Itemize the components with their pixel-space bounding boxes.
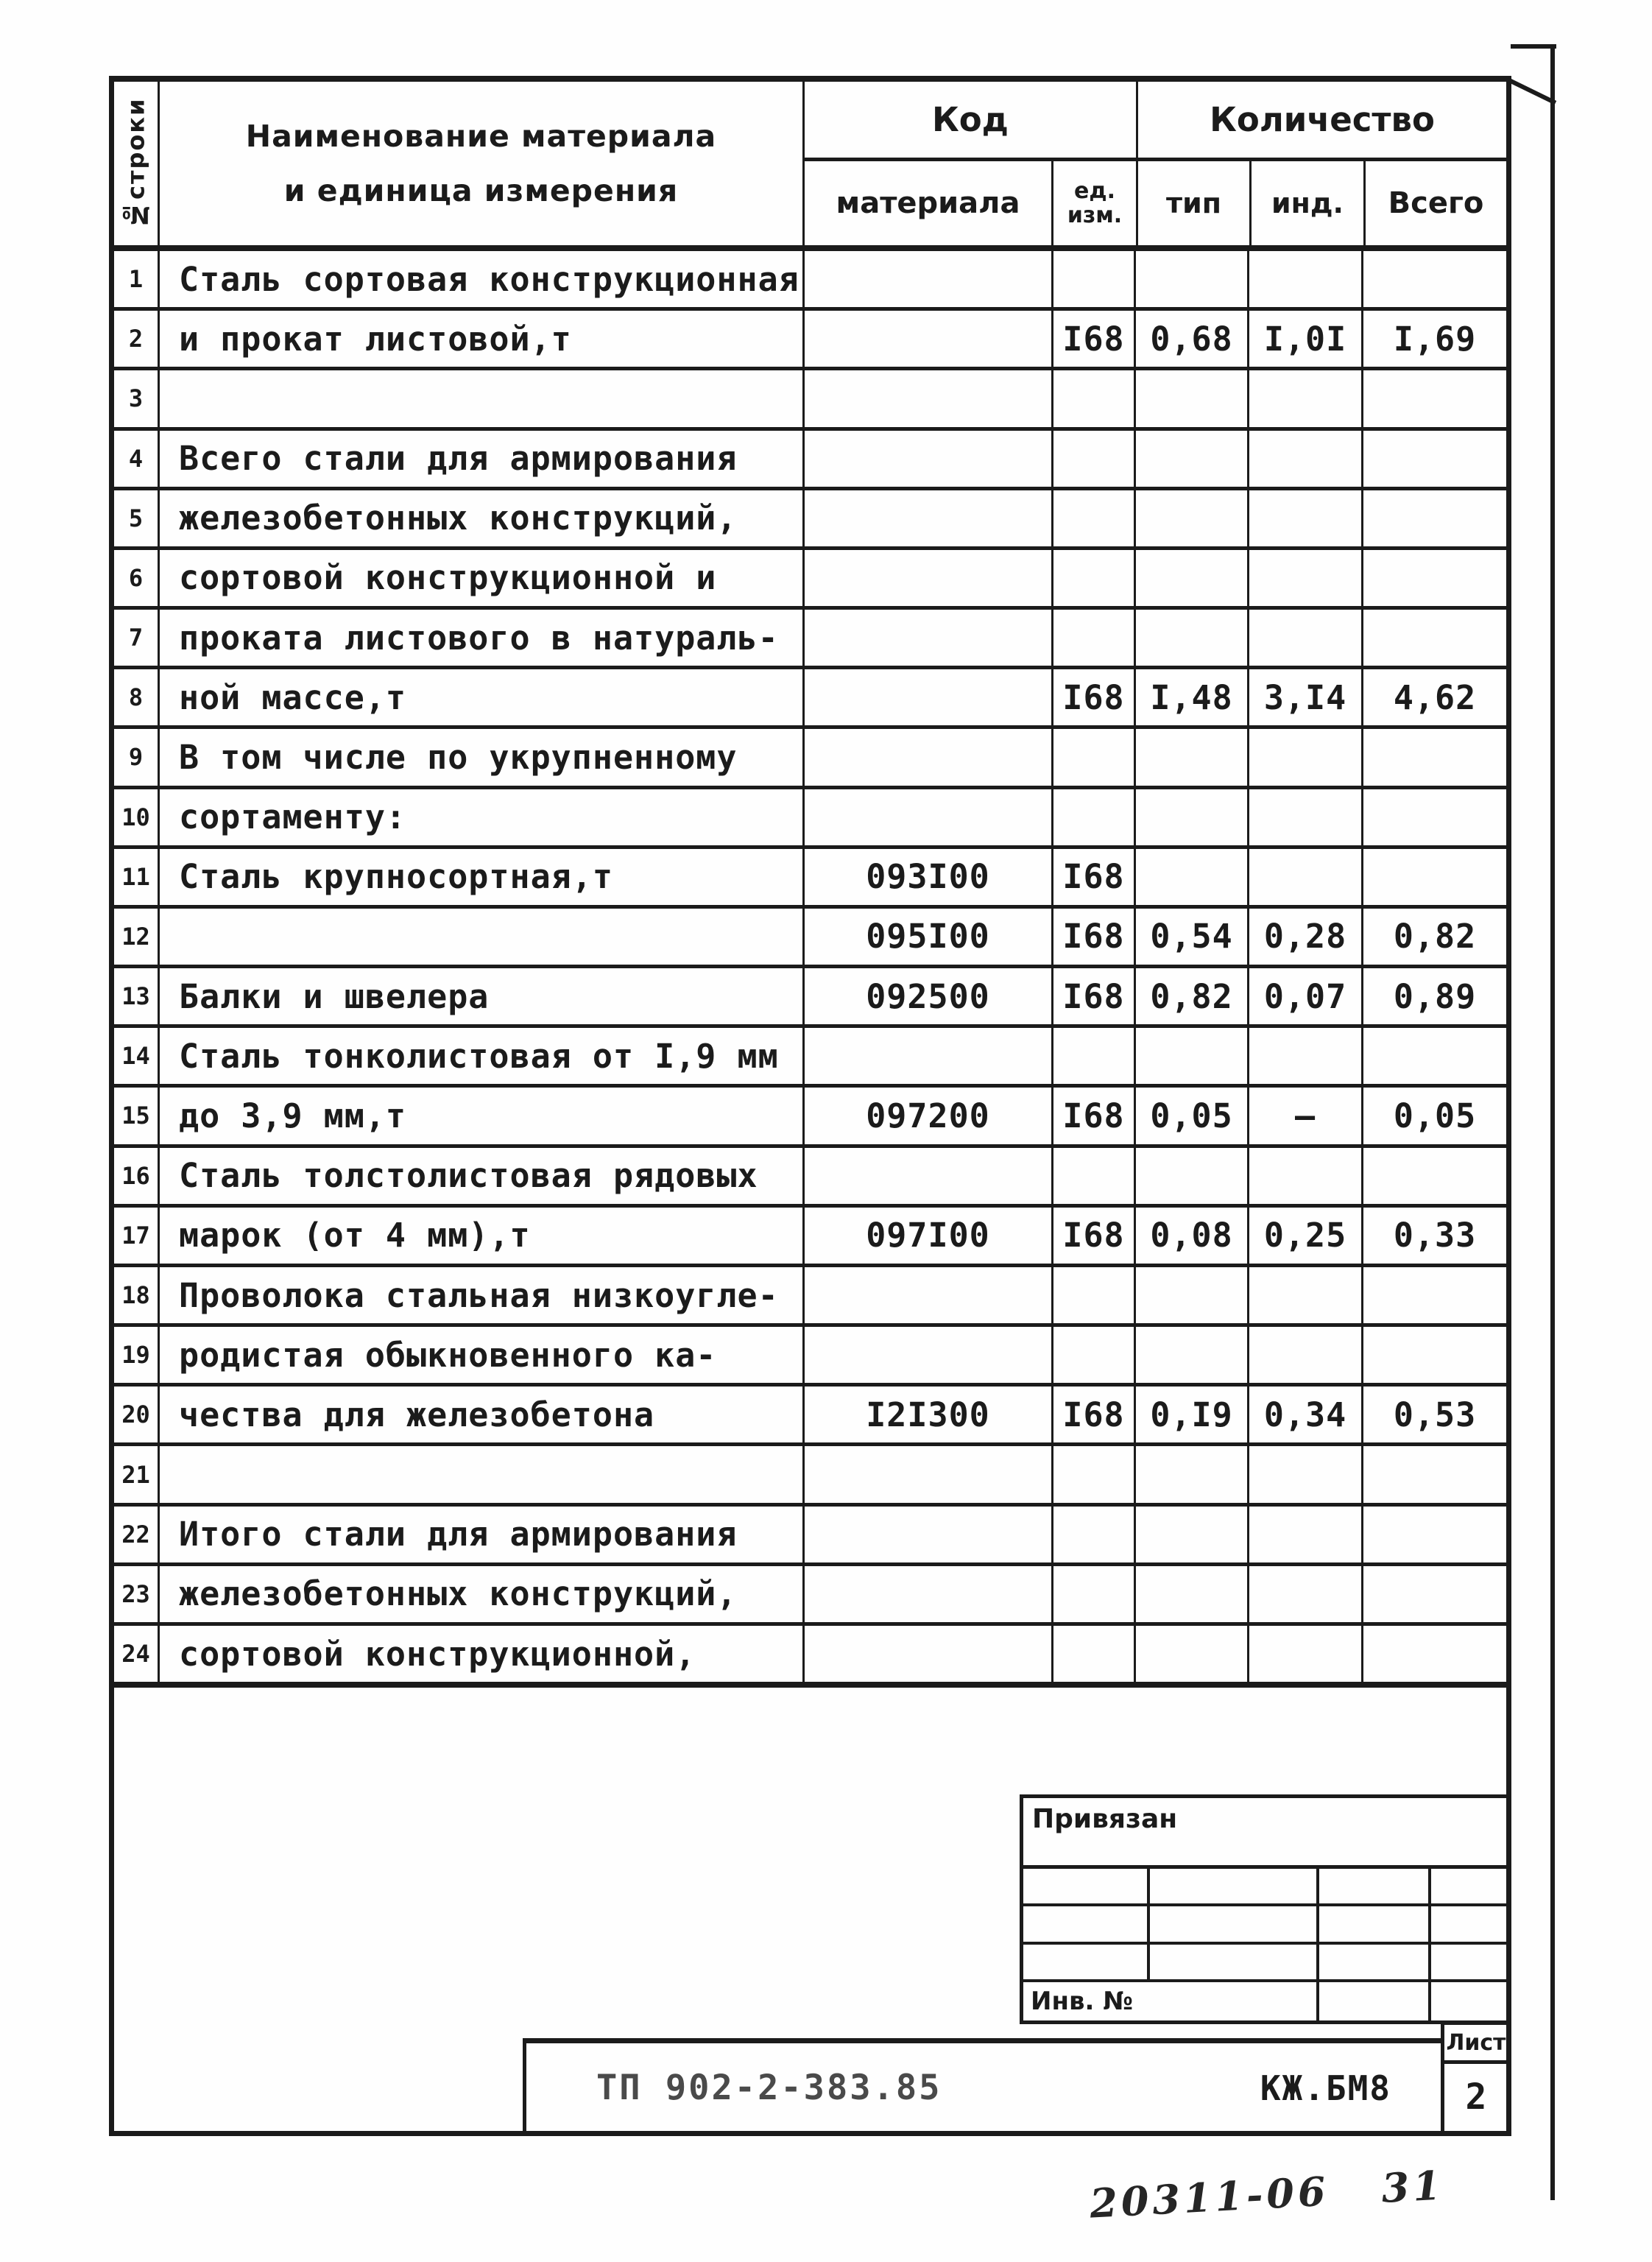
stamp-grid-row [1023,1945,1508,1982]
unit-code-cell: I68 [1053,849,1136,905]
row-number-column-label: №строки [121,97,150,230]
stamp-grid-cell [1319,1906,1431,1941]
unit-code-cell: I68 [1053,311,1136,367]
quantity-ind-cell: 0,25 [1249,1208,1363,1264]
unit-label-line1: ед. [1074,178,1115,204]
quantity-total-label: Всего [1388,186,1484,220]
unit-code-cell [1053,1507,1136,1562]
stamp-grid-cell [1150,1869,1319,1903]
material-code-cell [805,1327,1053,1383]
table-row [114,1566,1506,1626]
quantity-ind-cell [1249,1566,1363,1622]
material-code-cell [805,1028,1053,1084]
material-name-cell: Сталь крупносортная,т [160,849,805,905]
row-number-cell: 6 [114,550,160,606]
stamp-grid-cell [1023,1906,1150,1941]
quantity-total-cell: 0,53 [1393,1395,1477,1434]
unit-code-cell [1053,370,1136,426]
table-row [114,370,1506,430]
unit-code-cell [1053,789,1136,845]
quantity-total-cell [1363,1327,1506,1383]
unit-code-cell [1053,251,1136,307]
quantity-total-cell [1363,1566,1506,1622]
page-frame-line [1550,44,1555,2200]
handwritten-number: 20311-06 31 [1088,2161,1446,2227]
quantity-total-cell [1363,610,1506,666]
quantity-total-cell [1363,1267,1506,1323]
material-name-cell: железобетонных конструкций, [160,490,805,546]
stamp-block [1020,1794,1511,2024]
quantity-tip-cell: 0,82 [1136,968,1249,1024]
material-code-cell [805,789,1053,845]
quantity-ind-cell [1249,729,1363,785]
table-row [114,1208,1506,1267]
material-code-cell [805,729,1053,785]
unit-code-cell [1053,1267,1136,1323]
frame-top-stub [1511,44,1556,49]
table-row [114,550,1506,610]
row-number-cell: 17 [114,1208,160,1264]
stamp-grid [1023,1869,1508,1982]
quantity-total-cell [1363,1446,1506,1502]
quantity-tip-cell [1136,789,1249,845]
material-name-cell: до 3,9 мм,т [160,1088,805,1144]
quantity-total-cell [1363,490,1506,546]
stamp-grid-cell [1023,1869,1150,1903]
material-code-cell [805,490,1053,546]
table-row [114,968,1506,1028]
table-row [114,789,1506,849]
material-code-cell [805,669,1053,725]
table-row [114,1387,1506,1446]
code-material-label: материала [805,161,1053,245]
material-name-cell: Сталь толстолистовая рядовых [160,1148,805,1204]
inventory-number-row [1023,1982,1508,2020]
material-name-cell: сортовой конструкционной и [160,550,805,606]
unit-code-cell [1053,490,1136,546]
unit-code-cell: I68 [1053,968,1136,1024]
row-number-cell: 24 [114,1626,160,1682]
quantity-tip-cell: I,48 [1136,669,1249,725]
material-name-cell: сортовой конструкционной, [160,1626,805,1682]
row-number-cell: 8 [114,669,160,725]
stamp-grid-cell [1150,1945,1319,1979]
quantity-ind-cell: 0,07 [1249,968,1363,1024]
material-code-cell [805,1267,1053,1323]
sheet-label-cell: Лист [1441,2021,1511,2064]
quantity-group-label: Количество [1138,82,1506,161]
material-code-cell: 093I00 [805,849,1053,905]
quantity-ind-cell [1249,550,1363,606]
stamp-grid-row [1023,1869,1508,1906]
material-code-cell [805,1566,1053,1622]
quantity-tip-cell: 0,08 [1136,1208,1249,1264]
row-number-cell: 23 [114,1566,160,1622]
row-number-cell: 15 [114,1088,160,1144]
quantity-ind-cell [1249,1327,1363,1383]
inventory-number-label: Инв. № [1023,1982,1319,2020]
unit-code-cell [1053,431,1136,487]
material-name-cell: Итого стали для армирования [160,1507,805,1562]
material-code-cell [805,1446,1053,1502]
quantity-total-cell: 4,62 [1393,677,1477,717]
table-row [114,251,1506,311]
quantity-tip-cell [1136,550,1249,606]
material-name-cell: Сталь тонколистовая от I,9 мм [160,1028,805,1084]
quantity-ind-cell [1249,490,1363,546]
table-row [114,1267,1506,1327]
quantity-total-cell [1363,1507,1506,1562]
material-code-cell: 095I00 [805,909,1053,965]
table-body [114,251,1506,1682]
stamp-grid-row [1023,1906,1508,1944]
quantity-tip-cell: 0,68 [1136,311,1249,367]
material-code-cell [805,610,1053,666]
table-row [114,311,1506,370]
material-name-cell: и прокат листовой,т [160,311,805,367]
quantity-total-cell: 0,89 [1393,976,1477,1016]
material-code-cell [805,251,1053,307]
quantity-total-cell [1363,251,1506,307]
unit-code-cell [1053,1148,1136,1204]
stamp-grid-cell [1023,1945,1150,1979]
quantity-tip-cell [1136,849,1249,905]
table-row [114,1028,1506,1088]
stamp-grid-cell [1319,1869,1431,1903]
header-material-name-column [160,82,805,245]
material-name-cell [160,1446,805,1502]
quantity-total-cell [1363,1148,1506,1204]
material-name-cell: проката листового в натураль- [160,610,805,666]
material-name-cell: Всего стали для армирования [160,431,805,487]
row-number-cell: 13 [114,968,160,1024]
code-group-label: Код [805,82,1136,161]
material-name-cell: Сталь сортовая конструкционная [160,251,805,307]
stamp-grid-cell [1431,1906,1508,1941]
table-row [114,490,1506,550]
material-name-cell: ной массе,т [160,669,805,725]
quantity-total-cell: 0,33 [1393,1216,1477,1255]
quantity-ind-cell [1249,251,1363,307]
unit-of-measure-label [1053,161,1136,245]
quantity-tip-cell [1136,490,1249,546]
inventory-number-cell [1319,1982,1431,2020]
table-row [114,729,1506,789]
material-name-cell: Балки и швелера [160,968,805,1024]
material-name-cell [160,370,805,426]
unit-code-cell [1053,1327,1136,1383]
corner-tick-mark [1508,78,1557,105]
quantity-total-cell [1363,431,1506,487]
material-name-cell: В том числе по укрупненному [160,729,805,785]
row-number-cell: 7 [114,610,160,666]
code-subheaders [805,161,1136,245]
row-number-cell: 11 [114,849,160,905]
quantity-ind-cell [1249,849,1363,905]
stamp-grid-cell [1431,1869,1508,1903]
quantity-total-cell [1363,729,1506,785]
quantity-total-cell [1363,1028,1506,1084]
row-number-cell: 14 [114,1028,160,1084]
quantity-ind-cell: I,0I [1249,311,1363,367]
material-name-cell: марок (от 4 мм),т [160,1208,805,1264]
quantity-tip-cell [1136,1507,1249,1562]
quantity-ind-cell [1249,1148,1363,1204]
unit-code-cell [1053,1626,1136,1682]
header-quantity-group [1138,82,1506,245]
table-row [114,1507,1506,1566]
quantity-ind-cell [1249,1446,1363,1502]
material-code-cell: 092500 [805,968,1053,1024]
document-code: КЖ.БМ8 [1260,2068,1391,2108]
table-row [114,849,1506,909]
material-name-cell: железобетонных конструкций, [160,1566,805,1622]
material-code-cell [805,1148,1053,1204]
quantity-tip-cell [1136,1267,1249,1323]
material-name-cell: чества для железобетона [160,1387,805,1442]
left-border-line [109,76,114,2136]
quantity-ind-cell: 3,I4 [1249,669,1363,725]
document-number: ТП 902-2-383.85 [596,2068,942,2108]
quantity-total-cell [1363,550,1506,606]
quantity-total-cell: 0,82 [1393,917,1477,956]
material-name-label-line1: Наименование материала [245,119,717,154]
unit-code-cell [1053,610,1136,666]
quantity-tip-cell: 0,05 [1136,1088,1249,1144]
unit-code-cell: I68 [1053,1088,1136,1144]
quantity-ind-cell [1249,1028,1363,1084]
material-code-cell: I2I300 [805,1387,1053,1442]
row-number-cell: 18 [114,1267,160,1323]
row-number-cell: 1 [114,251,160,307]
quantity-ind-cell [1249,1626,1363,1682]
quantity-tip-cell: 0,I9 [1136,1387,1249,1442]
row-number-cell: 2 [114,311,160,367]
stamp-grid-cell [1431,1945,1508,1979]
quantity-tip-cell [1136,1626,1249,1682]
quantity-tip-cell [1136,1327,1249,1383]
quantity-tip-cell [1136,1566,1249,1622]
quantity-tip-cell [1136,1148,1249,1204]
material-name-cell [160,909,805,965]
unit-code-cell: I68 [1053,1387,1136,1442]
quantity-total-cell [1363,849,1506,905]
material-name-cell: сортаменту: [160,789,805,845]
row-number-cell: 4 [114,431,160,487]
row-number-cell: 12 [114,909,160,965]
stamp-grid-cell [1150,1906,1319,1941]
quantity-tip-cell [1136,1446,1249,1502]
material-code-cell: 097I00 [805,1208,1053,1264]
unit-code-cell: I68 [1053,909,1136,965]
header-row-number-column [114,82,160,245]
row-number-cell: 10 [114,789,160,845]
quantity-tip-cell [1136,431,1249,487]
material-name-cell: Проволока стальная низкоугле- [160,1267,805,1323]
quantity-total-cell [1363,789,1506,845]
header-code-group [805,82,1138,245]
quantity-ind-cell: 0,28 [1249,909,1363,965]
table-row [114,909,1506,968]
material-code-cell [805,370,1053,426]
quantity-subheaders [1138,161,1506,245]
quantity-ind-cell [1249,1267,1363,1323]
title-block [523,2038,1443,2132]
row-number-cell: 16 [114,1148,160,1204]
material-name-label-line2: и единица измерения [283,173,679,208]
quantity-ind-cell: – [1249,1088,1363,1144]
material-code-cell [805,431,1053,487]
material-code-cell: 097200 [805,1088,1053,1144]
table-row [114,1148,1506,1208]
inventory-number-cell [1431,1982,1508,2020]
quantity-ind-cell: 0,34 [1249,1387,1363,1442]
table-row [114,610,1506,669]
table-header [114,82,1506,251]
stamp-grid-cell [1319,1945,1431,1979]
unit-code-cell [1053,1446,1136,1502]
quantity-total-cell: 0,05 [1393,1096,1477,1135]
quantity-ind-cell [1249,370,1363,426]
quantity-ind-label: инд. [1252,161,1366,245]
unit-code-cell [1053,550,1136,606]
unit-code-cell [1053,1566,1136,1622]
table-row [114,431,1506,490]
unit-code-cell: I68 [1053,669,1136,725]
material-code-cell [805,1507,1053,1562]
unit-label-line2: изм. [1067,202,1123,228]
quantity-total-cell: I,69 [1393,319,1477,359]
row-number-cell: 3 [114,370,160,426]
quantity-tip-cell: 0,54 [1136,909,1249,965]
material-code-cell [805,311,1053,367]
row-number-cell: 22 [114,1507,160,1562]
quantity-ind-cell [1249,431,1363,487]
materials-table [114,76,1506,1688]
row-number-cell: 20 [114,1387,160,1442]
quantity-tip-cell [1136,1028,1249,1084]
material-code-cell [805,1626,1053,1682]
quantity-ind-cell [1249,1507,1363,1562]
row-number-cell: 9 [114,729,160,785]
row-number-cell: 19 [114,1327,160,1383]
quantity-tip-label: тип [1138,161,1252,245]
privyazan-label: Привязан [1023,1798,1508,1869]
table-row [114,669,1506,729]
quantity-total-cell [1363,1626,1506,1682]
quantity-tip-cell [1136,251,1249,307]
quantity-tip-cell [1136,370,1249,426]
quantity-tip-cell [1136,729,1249,785]
quantity-tip-cell [1136,610,1249,666]
table-row [114,1088,1506,1147]
material-code-cell [805,550,1053,606]
table-row [114,1446,1506,1506]
unit-code-cell [1053,729,1136,785]
material-name-cell: родистая обыкновенного ка- [160,1327,805,1383]
quantity-ind-cell [1249,789,1363,845]
table-row [114,1327,1506,1387]
quantity-ind-cell [1249,610,1363,666]
quantity-total-cell [1363,370,1506,426]
sheet-number-cell: 2 [1441,2060,1511,2134]
row-number-cell: 5 [114,490,160,546]
unit-code-cell [1053,1028,1136,1084]
row-number-cell: 21 [114,1446,160,1502]
table-row [114,1626,1506,1682]
unit-code-cell: I68 [1053,1208,1136,1264]
